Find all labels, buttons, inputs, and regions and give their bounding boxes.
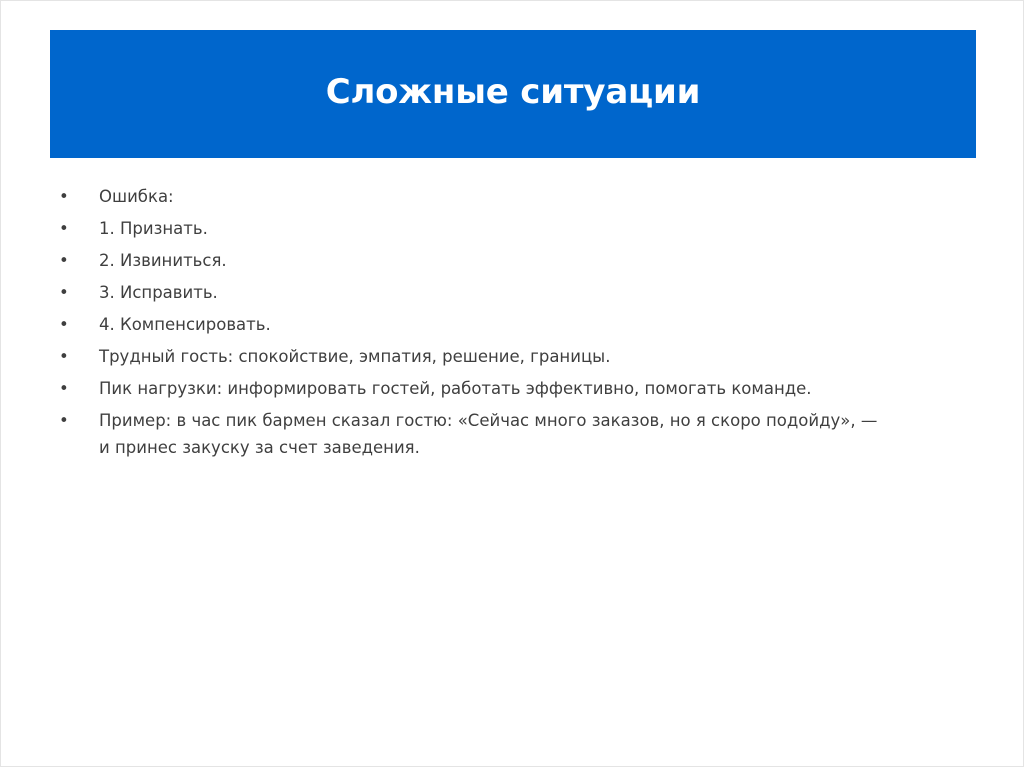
bullet-list xyxy=(59,183,979,466)
bullet-text: Пример: в час пик бармен сказал гостю: «Сейчас много заказов, но я скоро подойду», — и принес закуску за счет заведения. xyxy=(99,411,878,457)
bullet-item xyxy=(59,247,979,274)
bullet-text: 4. Компенсировать. xyxy=(99,315,271,334)
bullet-icon: • xyxy=(59,283,69,302)
bullet-item xyxy=(59,311,979,338)
bullet-icon: • xyxy=(59,347,69,366)
bullet-icon: • xyxy=(59,379,69,398)
bullet-item xyxy=(59,343,979,370)
bullet-icon: • xyxy=(59,219,69,238)
bullet-text: Трудный гость: спокойствие, эмпатия, решение, границы. xyxy=(99,347,611,366)
slide-title: Сложные ситуации xyxy=(325,72,701,112)
bullet-text: 3. Исправить. xyxy=(99,283,218,302)
bullet-icon: • xyxy=(59,315,69,334)
bullet-text: 2. Извиниться. xyxy=(99,251,227,270)
bullet-text: Ошибка: xyxy=(99,187,174,206)
bullet-item xyxy=(59,375,979,402)
bullet-text: 1. Признать. xyxy=(99,219,208,238)
bullet-icon: • xyxy=(59,187,69,206)
bullet-item xyxy=(59,279,979,306)
bullet-item xyxy=(59,215,979,242)
bullet-text: Пик нагрузки: информировать гостей, работать эффективно, помогать команде. xyxy=(99,379,812,398)
bullet-item xyxy=(59,183,979,210)
bullet-icon: • xyxy=(59,251,69,270)
bullet-item xyxy=(59,407,979,461)
title-bar xyxy=(50,30,976,158)
bullet-icon: • xyxy=(59,411,69,430)
